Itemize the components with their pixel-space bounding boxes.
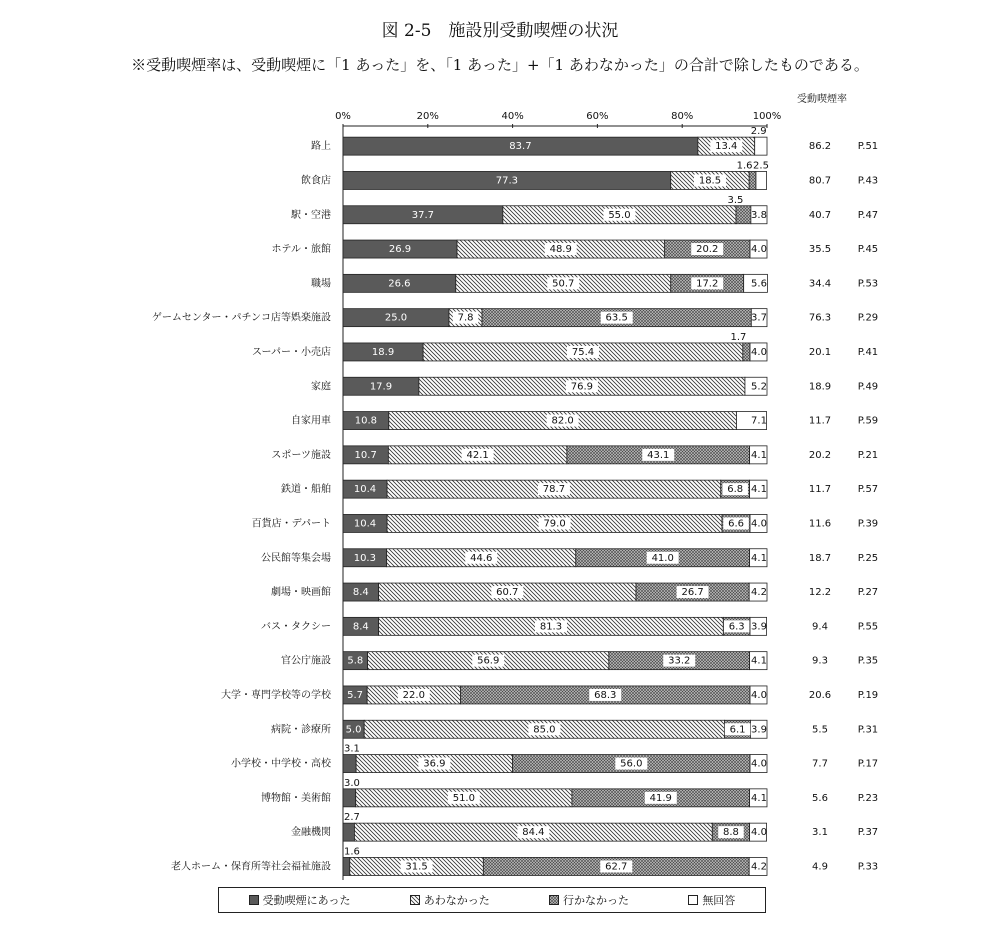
- data-label: 8.4: [352, 621, 369, 633]
- data-label: 68.3: [594, 689, 617, 701]
- legend-item-none: [688, 892, 735, 908]
- data-label: 26.7: [681, 587, 704, 599]
- legend-swatch-diag: [410, 895, 420, 905]
- data-label: 85.0: [533, 724, 556, 736]
- category-label: 駅・空港: [291, 209, 331, 221]
- category-label: 博物館・美術館: [261, 792, 331, 804]
- data-label: 10.8: [354, 415, 378, 427]
- category-label: スーパー・小売店: [252, 346, 331, 358]
- rate-value: 5.5: [812, 724, 828, 736]
- data-label: 48.9: [549, 244, 572, 256]
- category-label: バス・タクシー: [261, 621, 331, 633]
- category-label: 小学校・中学校・高校: [231, 758, 331, 770]
- data-label: 3.9: [751, 621, 767, 633]
- page-ref: P.23: [857, 792, 879, 804]
- chart-title: 図 2-5 施設別受動喫煙の状況: [381, 21, 619, 41]
- data-label: 10.4: [353, 518, 377, 530]
- data-label: 6.1: [729, 724, 746, 736]
- page-ref: P.51: [857, 141, 879, 153]
- data-label: 26.6: [388, 278, 411, 290]
- data-label: 81.3: [539, 621, 563, 633]
- category-label: 家庭: [311, 381, 331, 393]
- rate-value: 4.9: [812, 861, 828, 873]
- data-label: 3.1: [344, 743, 360, 755]
- legend-swatch-dark: [249, 895, 259, 905]
- legend: [218, 887, 766, 913]
- category-label: 公民館等集会場: [261, 552, 331, 564]
- legend-item-cross: [549, 892, 629, 908]
- rate-value: 9.4: [812, 621, 828, 633]
- data-label: 5.7: [347, 689, 364, 701]
- bar-segment: [755, 137, 767, 155]
- data-label: 36.9: [423, 758, 446, 770]
- data-label: 4.0: [751, 518, 767, 530]
- rate-value: 40.7: [808, 209, 832, 221]
- bar-segment: [749, 171, 756, 189]
- data-label: 22.0: [402, 689, 425, 701]
- legend-item-dark: [249, 892, 351, 908]
- rate-value: 18.7: [808, 552, 832, 564]
- x-tick-label: 100%: [752, 111, 782, 122]
- bar-segment: [343, 789, 356, 807]
- data-label: 31.5: [405, 861, 428, 873]
- data-label: 79.0: [543, 518, 566, 530]
- bar-segment: [343, 857, 350, 875]
- data-label: 56.9: [477, 655, 500, 667]
- rate-value: 35.5: [808, 244, 832, 256]
- rate-value: 9.3: [812, 655, 828, 667]
- data-label: 10.4: [353, 484, 377, 496]
- rate-value: 34.4: [808, 278, 832, 290]
- page-ref: P.25: [857, 552, 879, 564]
- data-label: 18.9: [371, 346, 395, 358]
- data-label: 13.4: [715, 141, 738, 153]
- data-label: 2.9: [750, 126, 767, 138]
- page-ref: P.57: [857, 484, 879, 496]
- x-tick-label: 40%: [501, 111, 524, 122]
- legend-label-cross: 行かなかった: [563, 894, 630, 907]
- data-label: 4.2: [751, 587, 767, 599]
- data-label: 50.7: [552, 278, 575, 290]
- legend-label-diag: あわなかった: [423, 894, 490, 907]
- data-label: 4.1: [751, 449, 767, 461]
- data-label: 43.1: [647, 449, 670, 461]
- category-label: 職場: [311, 278, 331, 290]
- page-ref: P.59: [857, 415, 879, 427]
- data-label: 26.9: [388, 244, 412, 256]
- data-label: 5.0: [345, 724, 362, 736]
- rate-value: 86.2: [808, 141, 832, 153]
- page-ref: P.29: [857, 312, 879, 324]
- data-label: 4.0: [751, 346, 767, 358]
- category-label: 劇場・映画館: [271, 587, 331, 599]
- category-label: ホテル・旅館: [271, 244, 331, 256]
- rate-value: 5.6: [812, 792, 828, 804]
- data-label: 17.2: [696, 278, 719, 290]
- data-label: 4.0: [751, 689, 767, 701]
- category-label: ゲームセンター・パチンコ店等娯楽施設: [151, 312, 331, 324]
- page-ref: P.47: [857, 209, 879, 221]
- data-label: 33.2: [668, 655, 691, 667]
- rate-header: 受動喫煙率: [797, 94, 847, 105]
- data-label: 4.1: [751, 484, 767, 496]
- rate-value: 3.1: [812, 827, 828, 839]
- category-label: 金融機関: [291, 827, 331, 839]
- category-label: 官公庁施設: [281, 655, 331, 667]
- page-ref: P.35: [857, 655, 879, 667]
- category-label: 病院・診療所: [271, 724, 331, 736]
- data-label: 41.9: [649, 792, 672, 804]
- data-label: 4.0: [751, 758, 767, 770]
- page-ref: P.19: [857, 689, 879, 701]
- bar-segment: [743, 343, 750, 361]
- rate-value: 11.6: [808, 518, 832, 530]
- data-label: 1.6: [344, 846, 360, 858]
- data-label: 10.7: [354, 449, 377, 461]
- rate-value: 20.2: [808, 449, 832, 461]
- x-tick-label: 20%: [416, 111, 439, 122]
- data-label: 25.0: [384, 312, 408, 324]
- data-label: 20.2: [696, 244, 719, 256]
- data-label: 56.0: [620, 758, 643, 770]
- data-label: 1.7: [730, 331, 747, 343]
- page-ref: P.55: [857, 621, 879, 633]
- legend-label-none: 無回答: [702, 894, 736, 907]
- page-ref: P.41: [857, 346, 879, 358]
- page-ref: P.49: [857, 381, 879, 393]
- data-label: 2.7: [344, 812, 360, 824]
- data-label: 62.7: [605, 861, 628, 873]
- rate-value: 20.6: [808, 689, 832, 701]
- data-label: 4.0: [751, 244, 767, 256]
- data-label: 5.2: [751, 381, 767, 393]
- data-label: 7.1: [751, 415, 767, 427]
- page-ref: P.27: [857, 587, 879, 599]
- data-label: 77.3: [495, 175, 519, 187]
- data-label: 60.7: [496, 587, 519, 599]
- data-label: 3.0: [344, 777, 360, 789]
- data-label: 4.1: [751, 792, 767, 804]
- data-label: 63.5: [605, 312, 628, 324]
- data-label: 18.5: [698, 175, 722, 187]
- data-label: 4.1: [751, 552, 767, 564]
- data-label: 78.7: [542, 484, 566, 496]
- data-label: 5.6: [751, 278, 767, 290]
- data-label: 4.0: [751, 827, 767, 839]
- legend-label-dark: 受動喫煙にあった: [262, 894, 351, 907]
- category-label: 老人ホーム・保育所等社会福祉施設: [171, 861, 331, 873]
- page-ref: P.39: [857, 518, 879, 530]
- x-tick-label: 60%: [586, 111, 609, 122]
- data-label: 41.0: [651, 552, 674, 564]
- category-label: スポーツ施設: [271, 449, 331, 461]
- data-label: 1.6: [736, 160, 753, 172]
- rate-value: 80.7: [808, 175, 832, 187]
- data-label: 3.5: [727, 194, 744, 206]
- x-tick-label: 80%: [671, 111, 694, 122]
- rate-value: 18.9: [808, 381, 832, 393]
- bar-segment: [756, 171, 767, 189]
- rate-value: 7.7: [812, 758, 828, 770]
- data-label: 55.0: [608, 209, 631, 221]
- data-label: 75.4: [571, 346, 595, 358]
- page-ref: P.21: [857, 449, 879, 461]
- data-label: 51.0: [452, 792, 475, 804]
- data-label: 6.8: [727, 484, 744, 496]
- bar-segment: [343, 755, 356, 773]
- chart-subtitle: ※受動喫煙率は、受動喫煙に「1 あった」を、「1 あった」+「1 あわなかった」の合計で除したものである。: [131, 56, 869, 74]
- legend-item-diag: [410, 892, 490, 908]
- page-ref: P.45: [857, 244, 879, 256]
- category-label: 百貨店・デパート: [251, 518, 331, 530]
- bar-segment: [736, 206, 751, 224]
- page-ref: P.43: [857, 175, 879, 187]
- page-ref: P.31: [857, 724, 879, 736]
- data-label: 7.8: [457, 312, 474, 324]
- category-label: 鉄道・船舶: [281, 484, 331, 496]
- bar-segment: [343, 823, 354, 841]
- data-label: 83.7: [509, 141, 532, 153]
- data-label: 4.1: [751, 655, 767, 667]
- data-label: 76.9: [570, 381, 594, 393]
- page-ref: P.33: [857, 861, 879, 873]
- data-label: 2.5: [753, 160, 769, 172]
- rate-value: 12.2: [808, 587, 832, 599]
- category-label: 路上: [311, 141, 331, 153]
- data-label: 4.2: [751, 861, 767, 873]
- rate-value: 11.7: [808, 415, 832, 427]
- data-label: 3.9: [751, 724, 767, 736]
- page-ref: P.53: [857, 278, 879, 290]
- data-label: 3.8: [751, 209, 767, 221]
- page-ref: P.37: [857, 827, 879, 839]
- rate-value: 76.3: [808, 312, 832, 324]
- data-label: 82.0: [551, 415, 574, 427]
- legend-swatch-cross: [549, 895, 559, 905]
- data-label: 3.7: [751, 312, 767, 324]
- data-label: 37.7: [411, 209, 435, 221]
- category-label: 自家用車: [291, 415, 331, 427]
- category-label: 大学・専門学校等の学校: [221, 689, 331, 701]
- x-tick-label: 0%: [335, 111, 351, 122]
- data-label: 42.1: [466, 449, 489, 461]
- data-label: 5.8: [347, 655, 364, 667]
- page-ref: P.17: [857, 758, 879, 770]
- legend-swatch-none: [688, 895, 698, 905]
- data-label: 8.8: [723, 827, 739, 839]
- category-label: 飲食店: [301, 175, 331, 187]
- data-label: 17.9: [369, 381, 393, 393]
- data-label: 6.6: [728, 518, 745, 530]
- rate-value: 20.1: [808, 346, 832, 358]
- rate-value: 11.7: [808, 484, 832, 496]
- data-label: 10.3: [353, 552, 376, 564]
- data-label: 6.3: [728, 621, 745, 633]
- data-label: 84.4: [522, 827, 545, 839]
- data-label: 44.6: [470, 552, 493, 564]
- data-label: 8.4: [352, 587, 369, 599]
